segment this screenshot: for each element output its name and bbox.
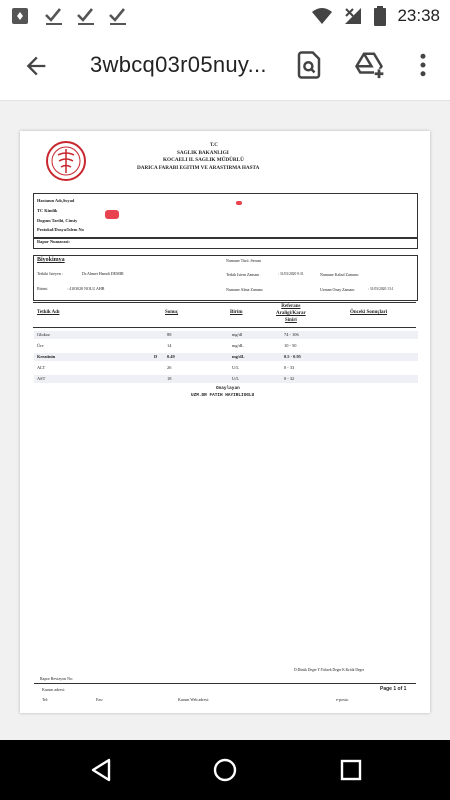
section-title: Biyokimya	[37, 257, 65, 263]
pdf-viewer[interactable]	[0, 101, 450, 740]
cell-name: ALT	[37, 365, 46, 370]
unit-label: Birimi	[37, 286, 48, 291]
email-label: e-posta:	[336, 697, 349, 702]
col-unit: Birim	[230, 310, 243, 315]
drive-add-icon[interactable]	[354, 50, 384, 80]
dob-label: Dogum Tarihi, Cinsiy	[37, 218, 78, 223]
sample-type: Numune Türü :Serum	[226, 258, 262, 263]
protocol-label: Protokol/Dosya/Islem No	[37, 227, 84, 232]
status-bar	[0, 0, 450, 34]
cell-flag: D	[154, 354, 158, 359]
sample-take-label: Numune Alma Zamanı	[226, 287, 263, 292]
col-previous: Önceki Sonuçlari	[350, 310, 388, 315]
clock: 23:38	[397, 6, 440, 25]
ministry-logo	[40, 141, 92, 181]
nav-home-icon[interactable]	[212, 757, 238, 783]
cell-unit: mg/dL	[232, 354, 245, 359]
patient-name-label: Hastanın Adı,Soyad	[37, 198, 75, 203]
cell-name: AST	[37, 376, 46, 381]
tc-label: TC Kimlik	[37, 208, 58, 213]
cell-name: Kreatinin	[37, 354, 56, 359]
requester-label: Tetkiki Isteyen :	[37, 271, 63, 276]
cell-unit: mg/dl	[232, 332, 243, 337]
row-shade	[34, 331, 418, 339]
cell-name: Glukoz	[37, 332, 50, 337]
sample-accept-label: Numune Kabul Zamanı:	[320, 272, 359, 277]
request-time-value: : 31/03/2020 9:31	[278, 272, 304, 276]
check-icon	[44, 6, 64, 26]
check-icon	[108, 6, 128, 26]
pdf-page	[20, 131, 430, 713]
cell-unit: mg/dL	[232, 343, 244, 348]
search-document-icon[interactable]	[294, 50, 324, 80]
cell-unit: U/L	[232, 376, 240, 381]
flag-legend: D:Düsük Deger Y:Yüksek Deger K:Kritik Deger	[294, 668, 365, 672]
unit-value: : 4103020 NOLU AHB	[67, 286, 105, 291]
revision-label: Rapor Revizyon No:	[40, 676, 74, 681]
approver-name: UZM.DR FATIH HAYIRLIOGLU	[191, 393, 255, 398]
redaction-mark	[105, 210, 119, 219]
no-signal-icon	[343, 6, 363, 26]
requester-value: Dr.Ahmet Hamdi DEMIR	[82, 271, 124, 276]
cell-result: 26	[167, 365, 172, 370]
nav-back-icon[interactable]	[88, 757, 114, 783]
more-vert-icon[interactable]	[408, 50, 438, 80]
notification-icons	[10, 6, 128, 26]
check-icon	[76, 6, 96, 26]
patient-info-box	[33, 193, 418, 239]
row-shade	[34, 353, 418, 361]
header-line-2: SAGLIK BAKANLIGI	[177, 150, 229, 156]
cell-ref: 74 - 106	[284, 332, 299, 337]
card-icon	[10, 6, 32, 26]
header-line-4: DARICA FARABI EGITIM VE ARASTIRMA HASTA	[137, 165, 260, 171]
cell-ref: 10 - 50	[284, 343, 297, 348]
approval-time-value: : 31/03/2020 13:1	[368, 287, 394, 291]
app-bar	[0, 34, 450, 101]
address-label: Kurum adresi:	[42, 687, 65, 692]
header-line-1: T.C	[210, 143, 218, 148]
cell-name: Üre	[37, 343, 44, 348]
col-test-name: Tetkik Adı	[37, 310, 60, 315]
table-header-box	[33, 302, 416, 328]
back-arrow-icon[interactable]	[22, 52, 50, 80]
redaction-mark	[236, 201, 242, 205]
cell-ref: 0.5 - 0.95	[284, 354, 301, 359]
footer-divider	[34, 683, 416, 684]
row-shade	[34, 375, 418, 383]
web-label: Kurum Web adresi:	[178, 697, 210, 702]
system-icons	[311, 6, 440, 26]
battery-icon	[373, 6, 387, 26]
cell-unit: U/L	[232, 365, 240, 370]
col-reference: Referans Araligi/Karar Siniri	[276, 304, 306, 323]
wifi-icon	[311, 6, 333, 26]
cell-result: 18	[167, 376, 172, 381]
cell-result: 0.49	[167, 354, 175, 359]
navigation-bar	[0, 740, 450, 800]
nav-recents-icon[interactable]	[338, 757, 364, 783]
document-title: 3wbcq03r05nuy...	[90, 52, 267, 77]
tel-label: Tel:	[42, 697, 49, 702]
cell-result: 88	[167, 332, 172, 337]
report-number-label: Rapor Numarasi:	[37, 239, 70, 244]
request-time-label: Tetkik Istem Zamanı	[226, 272, 260, 277]
cell-ref: 0 - 33	[284, 365, 295, 370]
report-number-box	[33, 237, 418, 249]
page-indicator: Page 1 of 1	[380, 686, 407, 692]
cell-result: 14	[167, 343, 172, 348]
approval-time-label: Uzman Onay Zamanı	[320, 287, 355, 292]
col-result: Sonuç	[165, 310, 179, 315]
cell-ref: 0 - 32	[284, 376, 295, 381]
header-line-3: KOCAELI IL SAGLIK MÜDÜRLÜ	[163, 157, 244, 163]
approval-label: Onaylayan	[216, 386, 240, 391]
fax-label: Fax:	[96, 697, 104, 702]
